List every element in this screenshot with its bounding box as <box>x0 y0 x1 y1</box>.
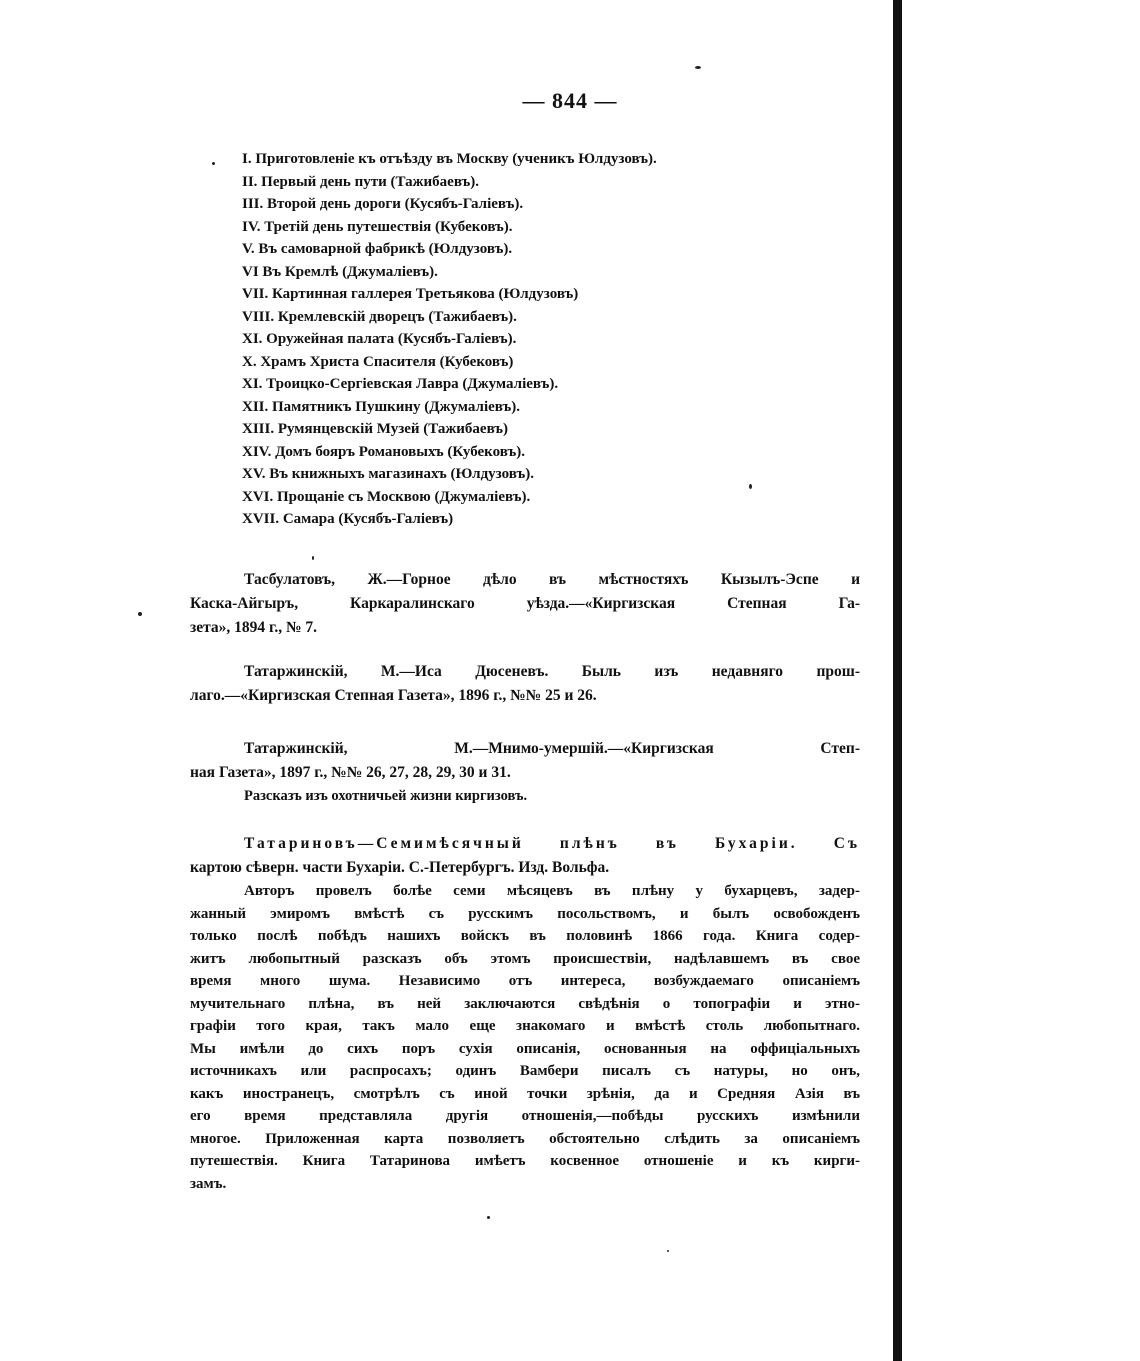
entry-line: зета», 1894 г., № 7. <box>190 619 318 636</box>
entry-line: картою сѣверн. части Бухаріи. С.-Петербургъ. Изд. Вольфа. <box>190 859 610 876</box>
entry-note-line: источникахъ или распросахъ; одинъ Вамбери писалъ съ натуры, но онъ, <box>190 1063 860 1079</box>
entry-line: Каска-Айгыръ, Каркаралинскаго уѣзда.—«Киргизская Степная Га- <box>190 595 860 612</box>
bibliography-entry-tatarinov <box>190 832 860 1195</box>
scan-speck <box>487 1216 490 1219</box>
scan-speck <box>312 556 314 560</box>
entry-note-line: Авторъ провелъ болѣе семи мѣсяцевъ въ плѣну у бухарцевъ, задер- <box>244 883 860 899</box>
entry-line: Тасбулатовъ, Ж.—Горное дѣло въ мѣстностяхъ Кызылъ-Эспе и <box>244 571 860 588</box>
entry-line: ная Газета», 1897 г., №№ 26, 27, 28, 29, 30 и 31. <box>190 764 511 781</box>
scan-speck <box>695 66 701 69</box>
entry-note-line: его время представляла другія отношенія,—побѣды русскихъ измѣнили <box>190 1108 860 1124</box>
entry-note-line: Мы имѣли до сихъ поръ сухія описанія, основанныя на оффиціальныхъ <box>190 1040 860 1057</box>
entry-note-line: путешествія. Книга Татаринова имѣетъ косвенное отношеніе и къ кирги- <box>190 1153 860 1169</box>
entry-line: лаго.—«Киргизская Степная Газета», 1896 г., №№ 25 и 26. <box>190 687 597 704</box>
toc-item: III. Второй день дороги (Кусябъ-Галіевъ). <box>242 196 524 212</box>
entry-note-line: только послѣ побѣдъ нашихъ войскъ въ половинѣ 1866 года. Книга содер- <box>190 928 860 944</box>
toc-item: XVI. Прощаніе съ Москвою (Джумаліевъ). <box>242 488 531 505</box>
toc-item: XIII. Румянцевскій Музей (Тажибаевъ) <box>242 421 509 437</box>
scan-speck <box>212 162 215 165</box>
toc-item: II. Первый день пути (Тажибаевъ). <box>242 173 480 190</box>
toc-item: VI Въ Кремлѣ (Джумаліевъ). <box>242 263 438 280</box>
bibliography-entry-tatarzhinsky-2 <box>190 737 860 807</box>
toc-item: X. Храмъ Христа Спасителя (Кубековъ) <box>242 353 514 370</box>
toc-item: XI. Троицко-Сергіевская Лавра (Джумаліевъ). <box>242 376 559 392</box>
scan-speck <box>667 1250 669 1252</box>
toc-item: IV. Третій день путешествія (Кубековъ). <box>242 218 513 235</box>
page-edge-rule <box>893 0 902 1361</box>
table-of-contents <box>242 148 802 531</box>
entry-note-line: жанный эмиромъ вмѣстѣ съ русскимъ посольствомъ, и былъ освобожденъ <box>190 905 860 922</box>
toc-item: I. Приготовленіе къ отъѣзду въ Москву (ученикъ Юлдузовъ). <box>242 151 657 167</box>
entry-line: Татариновъ—Семимѣсячный плѣнъ въ Бухаріи. Съ <box>244 835 860 852</box>
entry-line: Татаржинскій, М.—Мнимо-умершій.—«Киргизская Степ- <box>244 740 860 757</box>
scan-speck <box>138 612 142 616</box>
entry-note-line: замъ. <box>190 1175 227 1192</box>
toc-item: XIV. Домъ бояръ Романовыхъ (Кубековъ). <box>242 443 525 460</box>
bibliography-entry-tasbulatov <box>190 568 860 640</box>
toc-item: VII. Картинная галлерея Третьякова (Юлдузовъ) <box>242 286 579 302</box>
bibliography-entry-tatarzhinsky-1 <box>190 660 860 708</box>
toc-item: V. Въ самоварной фабрикѣ (Юлдузовъ). <box>242 241 513 257</box>
page-number: — 844 — <box>522 88 618 113</box>
toc-item: XVII. Самара (Кусябъ-Галіевъ) <box>242 511 454 527</box>
toc-item: VIII. Кремлевскій дворецъ (Тажибаевъ). <box>242 308 517 325</box>
entry-note-line: житъ любопытный разсказъ объ этомъ происшествіи, надѣлавшемъ въ свое <box>190 950 860 967</box>
entry-note-line: какъ иностранецъ, смотрѣлъ съ иной точки зрѣнія, да и Средняя Азія въ <box>190 1085 860 1102</box>
entry-line: Татаржинскій, М.—Иса Дюсеневъ. Быль изъ недавняго прош- <box>244 663 860 680</box>
toc-item: XV. Въ книжныхъ магазинахъ (Юлдузовъ). <box>242 466 534 482</box>
entry-note-line: время много шума. Независимо отъ интереса, возбуждаемаго описаніемъ <box>190 973 860 989</box>
toc-item: XII. Памятникъ Пушкину (Джумаліевъ). <box>242 398 521 415</box>
toc-item: XI. Оружейная палата (Кусябъ-Галіевъ). <box>242 331 517 347</box>
entry-note: Разсказъ изъ охотничьей жизни киргизовъ. <box>244 788 528 804</box>
scan-speck <box>749 484 752 489</box>
entry-note-line: мучительнаго плѣна, въ ней заключаются свѣдѣнія о топографіи и этно- <box>190 995 860 1012</box>
entry-note-line: многое. Приложенная карта позволяетъ обстоятельно слѣдить за описаніемъ <box>190 1130 860 1147</box>
entry-note-line: графіи того края, такъ мало еще знакомаго и вмѣстѣ столь любопытнаго. <box>190 1018 860 1034</box>
